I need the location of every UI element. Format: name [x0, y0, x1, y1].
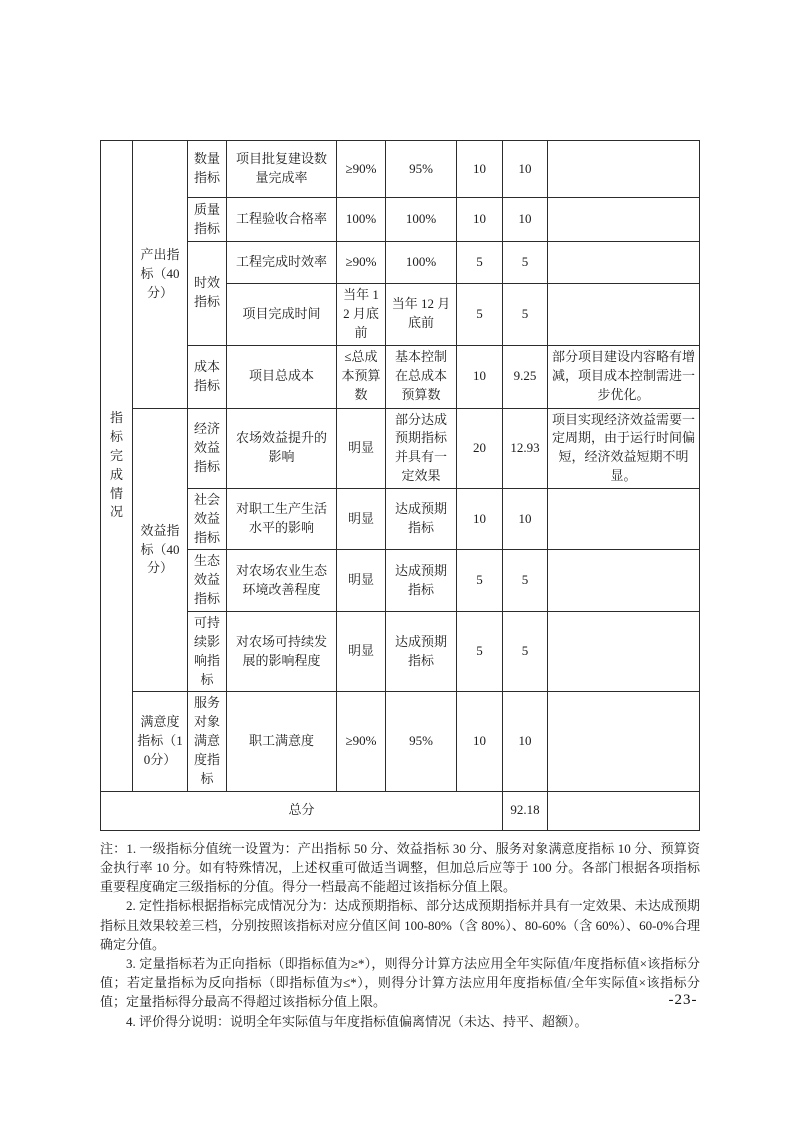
total-score-cell: 92.18	[503, 791, 548, 830]
target-value-cell: ≤总成本预算数	[337, 345, 386, 408]
target-value-cell: 明显	[337, 611, 386, 691]
level2-cell: 生态效益指标	[188, 550, 227, 612]
table-row	[101, 242, 700, 284]
target-value-cell: ≥90%	[337, 242, 386, 284]
section-label-cell: 指标完成情况	[101, 141, 133, 792]
target-value-cell: 明显	[337, 488, 386, 550]
remark-cell	[548, 488, 700, 550]
target-value-cell: ≥90%	[337, 692, 386, 791]
score-cell: 5	[503, 242, 548, 284]
score-cell: 5	[503, 611, 548, 691]
score-cell: 5	[503, 284, 548, 346]
actual-value-cell: 100%	[386, 198, 457, 242]
score-cell: 12.93	[503, 408, 548, 488]
score-cell: 5	[503, 550, 548, 612]
table-row	[101, 198, 700, 242]
table-row	[101, 408, 700, 488]
indicator-name-cell: 农场效益提升的影响	[227, 408, 337, 488]
indicator-name-cell: 工程完成时效率	[227, 242, 337, 284]
indicator-name-cell: 对职工生产生活水平的影响	[227, 488, 337, 550]
level2-cell: 可持续影响指标	[188, 611, 227, 691]
total-row	[101, 791, 700, 830]
remark-cell: 项目实现经济效益需要一定周期，由于运行时间偏短，经济效益短期不明显。	[548, 408, 700, 488]
max-score-cell: 5	[457, 284, 503, 346]
indicator-name-cell: 职工满意度	[227, 692, 337, 791]
level2-cell: 成本指标	[188, 345, 227, 408]
page-number: -23-	[668, 992, 698, 1008]
score-cell: 10	[503, 692, 548, 791]
table-and-notes-area	[100, 140, 700, 1031]
table-row	[101, 550, 700, 612]
target-value-cell: 明显	[337, 550, 386, 612]
total-remark-cell	[548, 791, 700, 830]
note-1: 注：1. 一级指标分值统一设置为：产出指标 50 分、效益指标 30 分、服务对象满意度指标 10 分、预算资金执行率 10 分。如有特殊情况，上述权重可做适当调整，但加总后应等于 100 分。各部门根据各项指标重要程度确定三级指标的分值。得分一档最高不能超过该指标分值上限。	[100, 840, 700, 895]
level2-cell: 时效指标	[188, 242, 227, 346]
actual-value-cell: 95%	[386, 141, 457, 198]
actual-value-cell: 基本控制在总成本预算数	[386, 345, 457, 408]
indicator-name-cell: 项目总成本	[227, 345, 337, 408]
actual-value-cell: 达成预期指标	[386, 611, 457, 691]
note-4: 4. 评价得分说明：说明全年实际值与年度指标值偏离情况（未达、持平、超额）。	[126, 1013, 588, 1029]
target-value-cell: 明显	[337, 408, 386, 488]
table-row	[101, 345, 700, 408]
indicator-name-cell: 项目批复建设数量完成率	[227, 141, 337, 198]
indicator-name-cell: 对农场农业生态环境改善程度	[227, 550, 337, 612]
table-row	[101, 488, 700, 550]
level2-cell: 经济效益指标	[188, 408, 227, 488]
level1-satisfaction-cell: 满意度指标（10分）	[133, 692, 188, 791]
remark-cell	[548, 141, 700, 198]
note-3: 3. 定量指标若为正向指标（即指标值为≥*），则得分计算方法应用全年实际值/年度指标值×该指标分值；若定量指标为反向指标（即指标值为≤*），则得分计算方法应用年度指标值/全年实际值×该指标分值；定量指标得分最高不得超过该指标分值上限。	[100, 955, 700, 1010]
level2-cell: 服务对象满意度指标	[188, 692, 227, 791]
score-cell: 10	[503, 198, 548, 242]
score-cell: 10	[503, 141, 548, 198]
remark-cell	[548, 242, 700, 284]
remark-cell	[548, 550, 700, 612]
note-2: 2. 定性指标根据指标完成情况分为：达成预期指标、部分达成预期指标并具有一定效果、未达成预期指标且效果较差三档，分别按照该指标对应分值区间 100-80%（含 80%）、80-60%（含 60%）、60-0%合理确定分值。	[100, 898, 700, 952]
actual-value-cell: 100%	[386, 242, 457, 284]
score-cell: 9.25	[503, 345, 548, 408]
actual-value-cell: 部分达成预期指标并具有一定效果	[386, 408, 457, 488]
remark-cell	[548, 198, 700, 242]
max-score-cell: 10	[457, 198, 503, 242]
target-value-cell: ≥90%	[337, 141, 386, 198]
level2-cell: 质量指标	[188, 198, 227, 242]
max-score-cell: 5	[457, 242, 503, 284]
level1-benefit-cell: 效益指标（40分）	[133, 408, 188, 692]
table-row	[101, 141, 700, 198]
max-score-cell: 20	[457, 408, 503, 488]
actual-value-cell: 达成预期指标	[386, 488, 457, 550]
notes-block	[100, 839, 700, 1031]
total-label-cell: 总分	[101, 791, 503, 830]
max-score-cell: 10	[457, 692, 503, 791]
max-score-cell: 5	[457, 550, 503, 612]
indicator-name-cell: 对农场可持续发展的影响程度	[227, 611, 337, 691]
actual-value-cell: 95%	[386, 692, 457, 791]
level2-cell: 数量指标	[188, 141, 227, 198]
level1-output-cell: 产出指标（40分）	[133, 141, 188, 409]
target-value-cell: 100%	[337, 198, 386, 242]
remark-cell: 部分项目建设内容略有增减，项目成本控制需进一步优化。	[548, 345, 700, 408]
actual-value-cell: 当年 12 月底前	[386, 284, 457, 346]
max-score-cell: 10	[457, 488, 503, 550]
actual-value-cell: 达成预期指标	[386, 550, 457, 612]
score-cell: 10	[503, 488, 548, 550]
indicator-name-cell: 项目完成时间	[227, 284, 337, 346]
indicator-name-cell: 工程验收合格率	[227, 198, 337, 242]
remark-cell	[548, 284, 700, 346]
table-row	[101, 692, 700, 791]
max-score-cell: 5	[457, 611, 503, 691]
max-score-cell: 10	[457, 345, 503, 408]
max-score-cell: 10	[457, 141, 503, 198]
target-value-cell: 当年 12 月底前	[337, 284, 386, 346]
table-row	[101, 611, 700, 691]
level2-cell: 社会效益指标	[188, 488, 227, 550]
remark-cell	[548, 692, 700, 791]
indicator-completion-table	[100, 140, 700, 831]
remark-cell	[548, 611, 700, 691]
